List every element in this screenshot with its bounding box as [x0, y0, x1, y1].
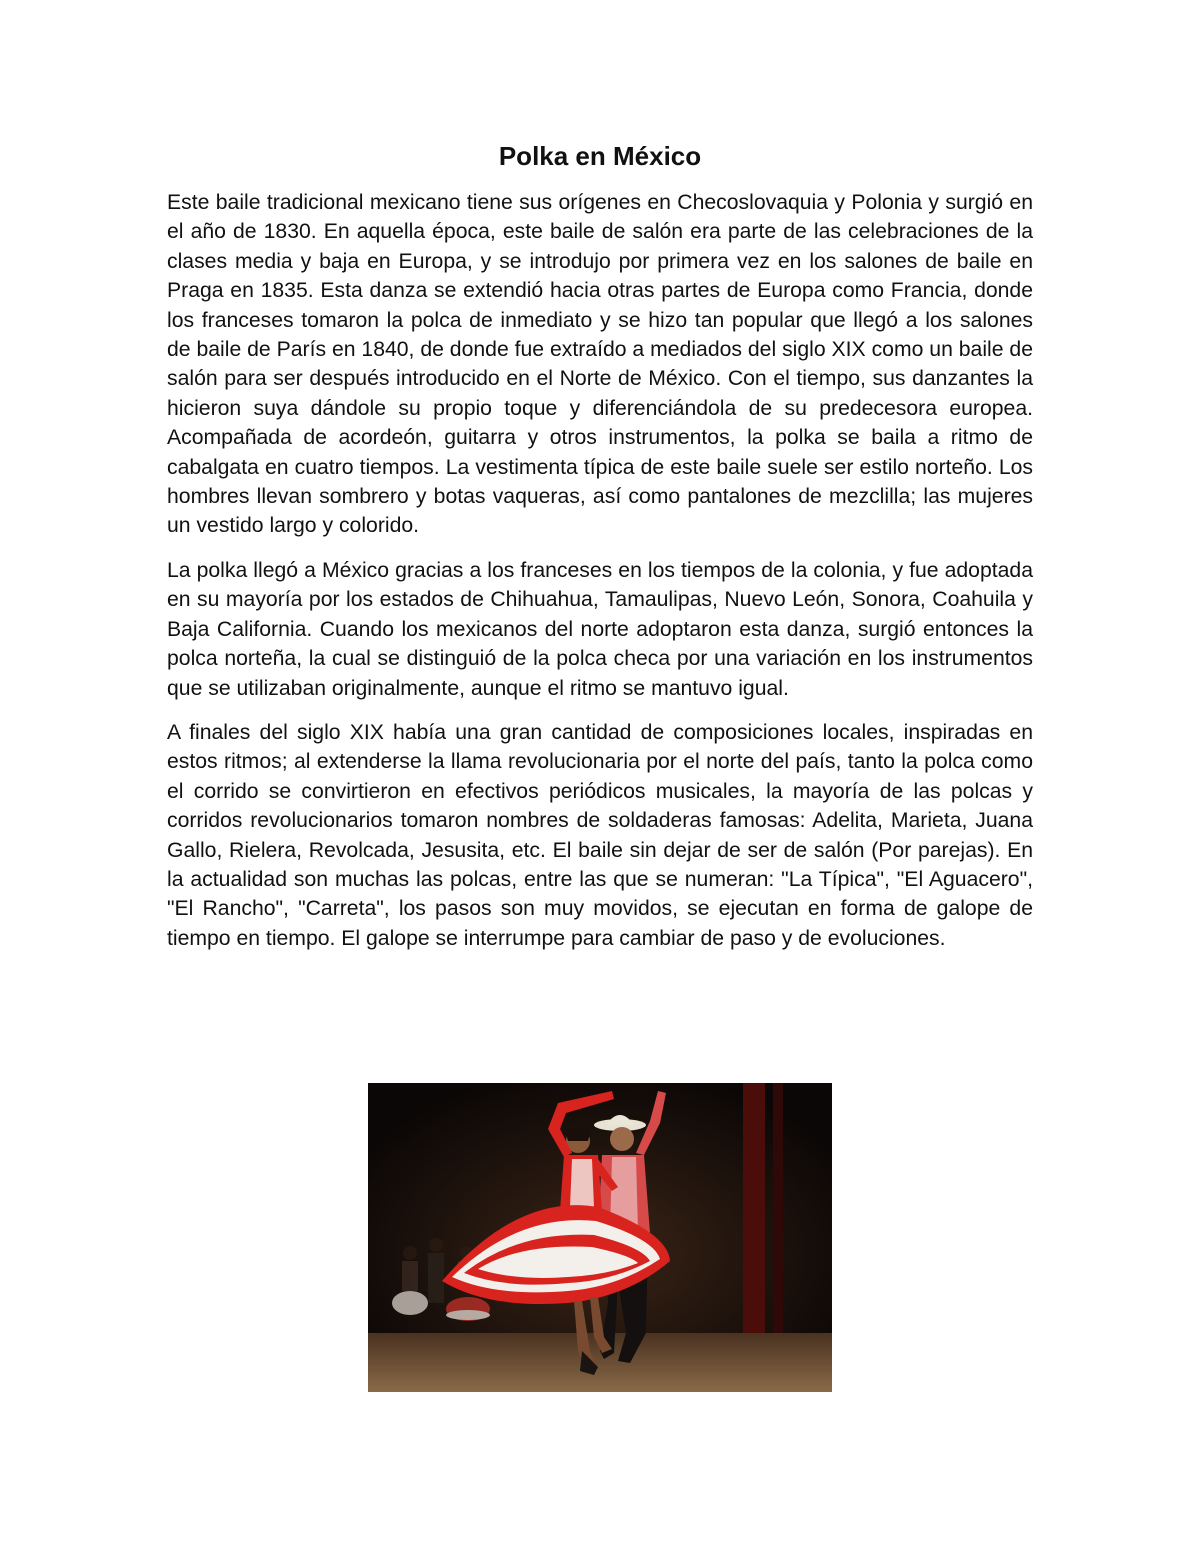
polka-dancers-photo [368, 1083, 832, 1392]
paragraph-origins: Este baile tradicional mexicano tiene sus orígenes en Checoslovaquia y Polonia y surgió en el año de 1830. En aquella época, este baile de salón era parte de las celebraciones de la clases media y baja en Europa, y se introdujo por primera vez en los salones de baile en Praga en 1835. Esta danza se extendió hacia otras partes de Europa como Francia, donde los franceses tomaron la polca de inmediato y se hizo tan popular que llegó a los salones de baile de París en 1840, de donde fue extraído a mediados del siglo XIX como un baile de salón para ser después introducido en el Norte de México. Con el tiempo, sus danzantes la hicieron suya dándole su propio toque y diferenciándola de su predecesora europea. Acompañada de acordeón, guitarra y otros instrumentos, la polka se baila a ritmo de cabalgata en cuatro tiempos. La vestimenta típica de este baile suele ser estilo norteño. Los hombres llevan sombrero y botas vaqueras, así como pantalones de mezclilla; las mujeres un vestido largo y colorido. [167, 191, 1033, 538]
paragraph-arrival-mexico: La polka llegó a México gracias a los franceses en los tiempos de la colonia, y fue adoptada en su mayoría por los estados de Chihuahua, Tamaulipas, Nuevo León, Sonora, Coahuila y Baja California. Cuando los mexicanos del norte adoptaron esta danza, surgió entonces la polca norteña, la cual se distinguió de la polca checa por una variación en los instrumentos que se utilizaban originalmente, aunque el ritmo se mantuvo igual. [167, 558, 1033, 700]
stage-curtain [743, 1083, 765, 1333]
paragraph-revolution: A finales del siglo XIX había una gran cantidad de composiciones locales, inspiradas en estos ritmos; al extenderse la llama revolucionaria por el norte del país, tanto la polca como el corrido se convirtieron en efectivos periódicos musicales, la mayoría de las polcas y corridos revolucionarios tomaron nombres de soldaderas famosas: Adelita, Marieta, Juana Gallo, Rielera, Revolcada, Jesusita, etc. El baile sin dejar de ser de salón (Por parejas). En la actualidad son muchas las polcas, entre las que se numeran: "La Típica", "El Aguacero", "El Rancho", "Carreta", los pasos son muy movidos, se ejecutan en forma de galope de tiempo en tiempo. El galope se interrumpe para cambiar de paso y de evoluciones. [167, 720, 1033, 950]
dancers-illustration [368, 1083, 832, 1392]
document-body [167, 188, 1033, 968]
page-title: Polka en México [498, 141, 702, 171]
